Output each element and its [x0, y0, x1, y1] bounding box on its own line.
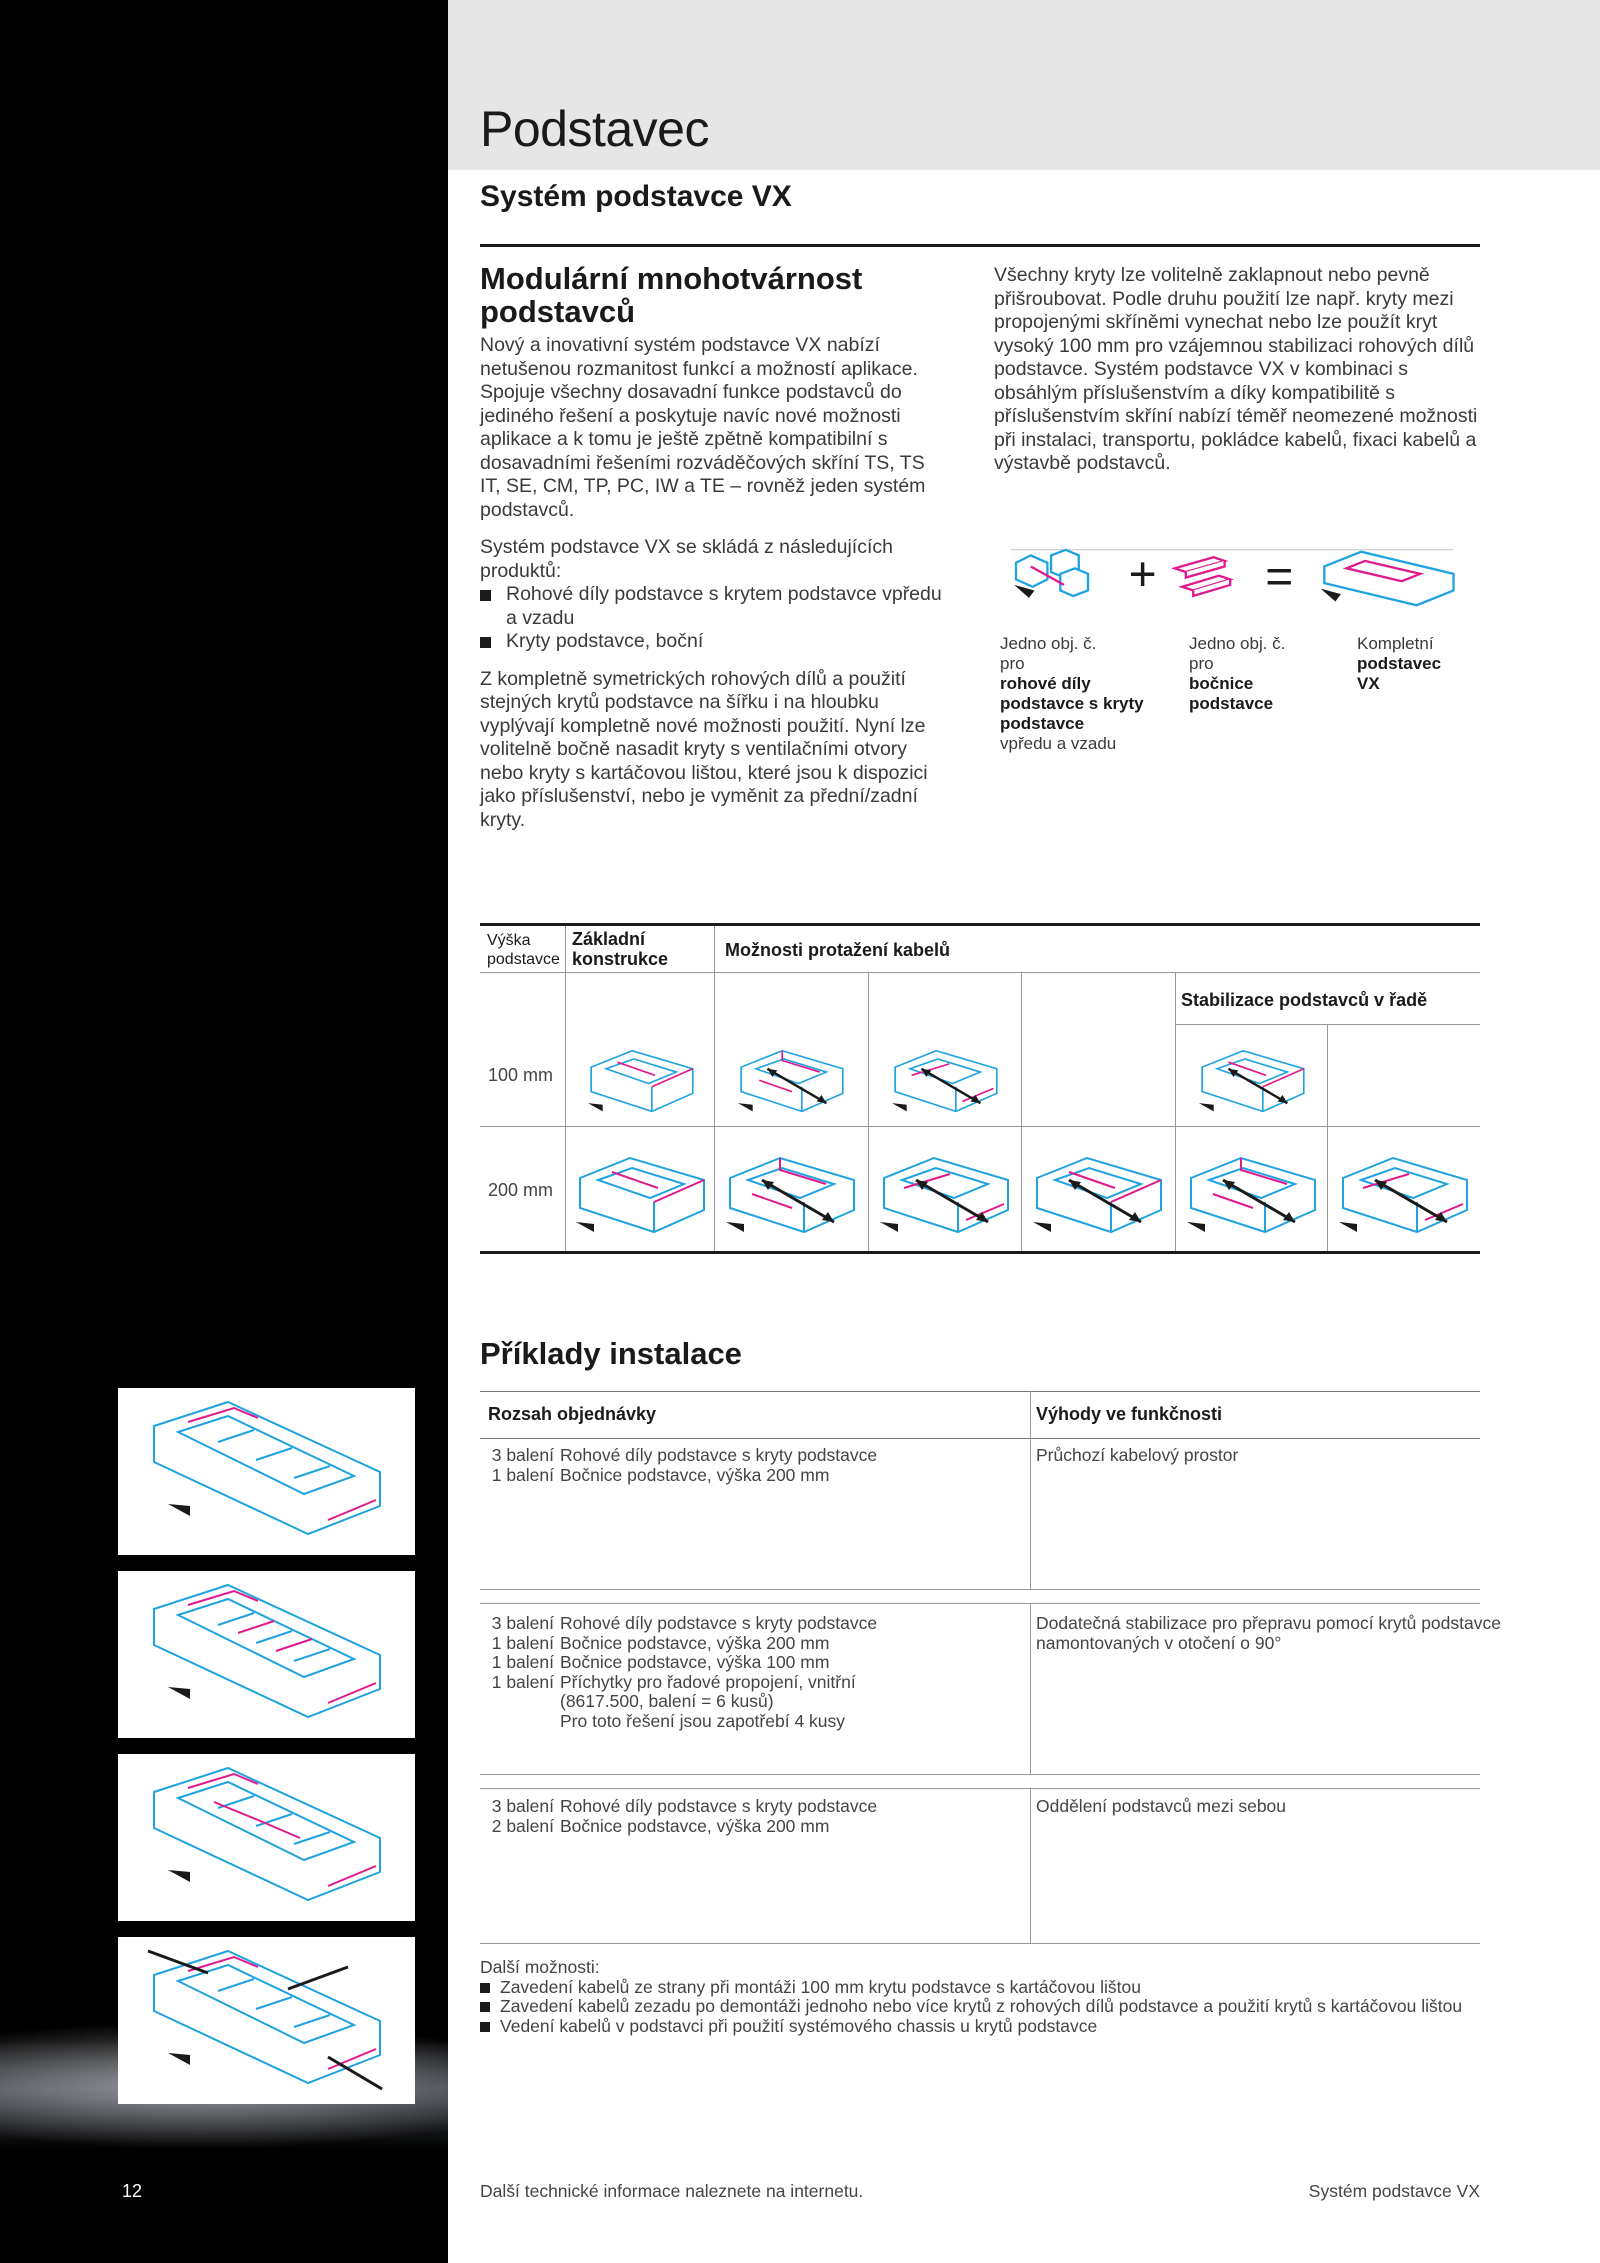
intro-paragraph-2: Systém podstavce VX se skládá z následujících produktů: — [480, 536, 893, 582]
side-covers-icon — [1175, 557, 1230, 596]
plinth-illustration — [876, 1140, 1016, 1245]
plinth-illustration — [572, 1140, 712, 1245]
installation-example-image — [118, 1571, 415, 1738]
order-item: Bočnice podstavce, výška 200 mm — [560, 1815, 830, 1836]
order-line — [488, 1712, 845, 1732]
formula-label-complete: Kompletní podstavec VX — [1357, 634, 1442, 693]
plinth-illustration — [1029, 1140, 1169, 1245]
order-line — [488, 1797, 877, 1817]
direction-arrow-icon — [1321, 589, 1341, 602]
plinth-illustration — [572, 1036, 712, 1141]
order-scope-header: Rozsah objednávky — [488, 1404, 657, 1424]
plinth-illustration — [722, 1036, 862, 1141]
installation-example-image — [118, 1388, 415, 1555]
order-quantity: 1 balení — [491, 1652, 554, 1672]
plus-sign: + — [1128, 548, 1157, 602]
order-quantity: 1 balení — [491, 1464, 554, 1485]
intro-right-column — [994, 264, 1486, 490]
page-subtitle: Systém podstavce VX — [480, 180, 792, 213]
order-line — [488, 1653, 829, 1673]
table-header-stabilization: Stabilizace podstavců v řadě — [1181, 990, 1428, 1010]
more-options-title: Další možnosti: — [480, 1957, 600, 1977]
order-quantity: 2 balení — [491, 1815, 554, 1836]
more-options — [480, 1958, 1480, 2036]
formula-label-side-covers: Jedno obj. č. pro bočnice podstavce — [1189, 634, 1286, 713]
order-quantity: 1 balení — [491, 1671, 554, 1692]
more-option-item: Vedení kabelů v podstavci při použití systémového chassis u krytů podstavce — [480, 2017, 1480, 2037]
installation-example-image — [118, 1937, 415, 2104]
order-quantity: 3 balení — [491, 1445, 554, 1465]
table-bottom-rule — [480, 1251, 1480, 1254]
order-item: Rohové díly podstavce s kryty podstavce — [560, 1445, 878, 1465]
row-label-200: 200 mm — [488, 1180, 554, 1200]
order-item: Příchytky pro řadové propojení, vnitřní — [560, 1671, 856, 1692]
order-quantity: 3 balení — [491, 1613, 554, 1633]
equals-sign: = — [1265, 550, 1294, 604]
more-option-item: Zavedení kabelů ze strany při montáži 100 mm krytu podstavce s kartáčovou lištou — [480, 1978, 1480, 1998]
order-line — [488, 1466, 829, 1486]
order-item: Bočnice podstavce, výška 200 mm — [560, 1464, 830, 1485]
formula-graphic — [992, 548, 1472, 608]
benefits-header: Výhody ve funkčnosti — [1036, 1404, 1223, 1424]
installation-example-image — [118, 1754, 415, 1921]
footer-section-name: Systém podstavce VX — [1308, 2181, 1480, 2201]
intro-paragraph-1: Nový a inovativní systém podstavce VX nabízí netušenou rozmanitost funkcí a možností aplikace. Spojuje všechny dosavadní funkce podstavců do jediného řešení a poskytuje navíc nové možnosti aplikace a k tomu je ještě zpětně kompatibilní s dosavadními řešeními rozváděčových skříní TS, TS IT, SE, CM, TP, PC, IW a TE – rovněž jeden systém podstavců. — [480, 334, 926, 521]
row-label-100: 100 mm — [488, 1065, 554, 1085]
benefit-text: Průchozí kabelový prostor — [1036, 1445, 1239, 1465]
table-header-cable-routing: Možnosti protažení kabelů — [725, 940, 951, 960]
footer-note: Další technické informace naleznete na internetu. — [480, 2181, 864, 2201]
table-header-basic: Základní konstrukce — [572, 929, 669, 969]
plinth-illustration — [876, 1036, 1016, 1141]
order-item: Pro toto řešení jsou zapotřebí 4 kusy — [560, 1710, 846, 1731]
title-rule — [480, 244, 1480, 247]
plinth-illustration — [722, 1140, 862, 1245]
order-item: Bočnice podstavce, výška 100 mm — [560, 1652, 830, 1672]
benefit-text: Dodatečná stabilizace pro přepravu pomocí krytů podstavce namontovaných v otočení o 90° — [1036, 1613, 1501, 1653]
order-item: Rohové díly podstavce s kryty podstavce — [560, 1796, 878, 1816]
intro-left-column — [480, 334, 950, 846]
table-header-height: Výška podstavce — [487, 932, 560, 968]
order-line — [488, 1634, 829, 1654]
intro-bullet: Kryty podstavce, boční — [480, 630, 950, 654]
more-option-item: Zavedení kabelů zezadu po demontáži jednoho nebo více krytů z rohových dílů podstavce a použití krytů s kartáčovou lištou — [480, 1997, 1480, 2017]
sidebar-band — [0, 0, 448, 2263]
intro-bullet: Rohové díly podstavce s krytem podstavce vpředu a vzadu — [480, 583, 950, 630]
intro-paragraph-4: Všechny kryty lze volitelně zaklapnout nebo pevně přišroubovat. Podle druhu použití lze např. kryty mezi propojenými skříněmi vynechat nebo lze použít kryt vysoký 100 mm pro vzájemnou stabilizaci rohových dílů podstavce. Systém podstavce VX v kombinaci s obsáhlým příslušenstvím a díky kompatibilitě s příslušenstvím skříní nabízí téměř neomezené možnosti při instalaci, transportu, pokládce kabelů, fixaci kabelů a výstavbě podstavců. — [994, 264, 1478, 474]
order-item: Bočnice podstavce, výška 200 mm — [560, 1632, 830, 1653]
plinth-illustration — [1335, 1140, 1475, 1245]
benefit-text: Oddělení podstavců mezi sebou — [1036, 1796, 1287, 1816]
plinth-illustration — [1183, 1036, 1323, 1141]
order-line — [488, 1817, 829, 1837]
complete-plinth-icon — [1324, 552, 1453, 606]
order-line — [488, 1446, 877, 1466]
order-quantity: 1 balení — [491, 1632, 554, 1653]
order-item: Rohové díly podstavce s kryty podstavce — [560, 1613, 878, 1633]
intro-paragraph-3: Z kompletně symetrických rohových dílů a použití stejných krytů podstavce na šířku i na hloubku vyplývají kompletně nové možnosti použití. Nyní lze volitelně bočně nasadit kryty s ventilačními otvory nebo kryty s kartáčovou lištou, které jsou k dispozici jako příslušenství, nebo je vyměnit za přední/zadní kryty. — [480, 667, 928, 831]
plinth-illustration — [1183, 1140, 1323, 1245]
order-line — [488, 1614, 877, 1634]
order-quantity: 3 balení — [491, 1796, 554, 1816]
table-header-rule — [480, 972, 1480, 973]
intro-heading: Modulární mnohotvárnost podstavců — [480, 261, 863, 329]
examples-heading: Příklady instalace — [480, 1336, 742, 1371]
formula-label-corner-parts: Jedno obj. č. pro rohové díly podstavce s kryty podstavce vpředu a vzadu — [1000, 634, 1144, 753]
order-item: (8617.500, balení = 6 kusů) — [560, 1691, 774, 1711]
order-line — [488, 1692, 774, 1712]
page-title: Podstavec — [480, 101, 709, 157]
page-number: 12 — [122, 2181, 143, 2201]
order-line — [488, 1673, 856, 1693]
table-top-rule — [480, 923, 1480, 926]
